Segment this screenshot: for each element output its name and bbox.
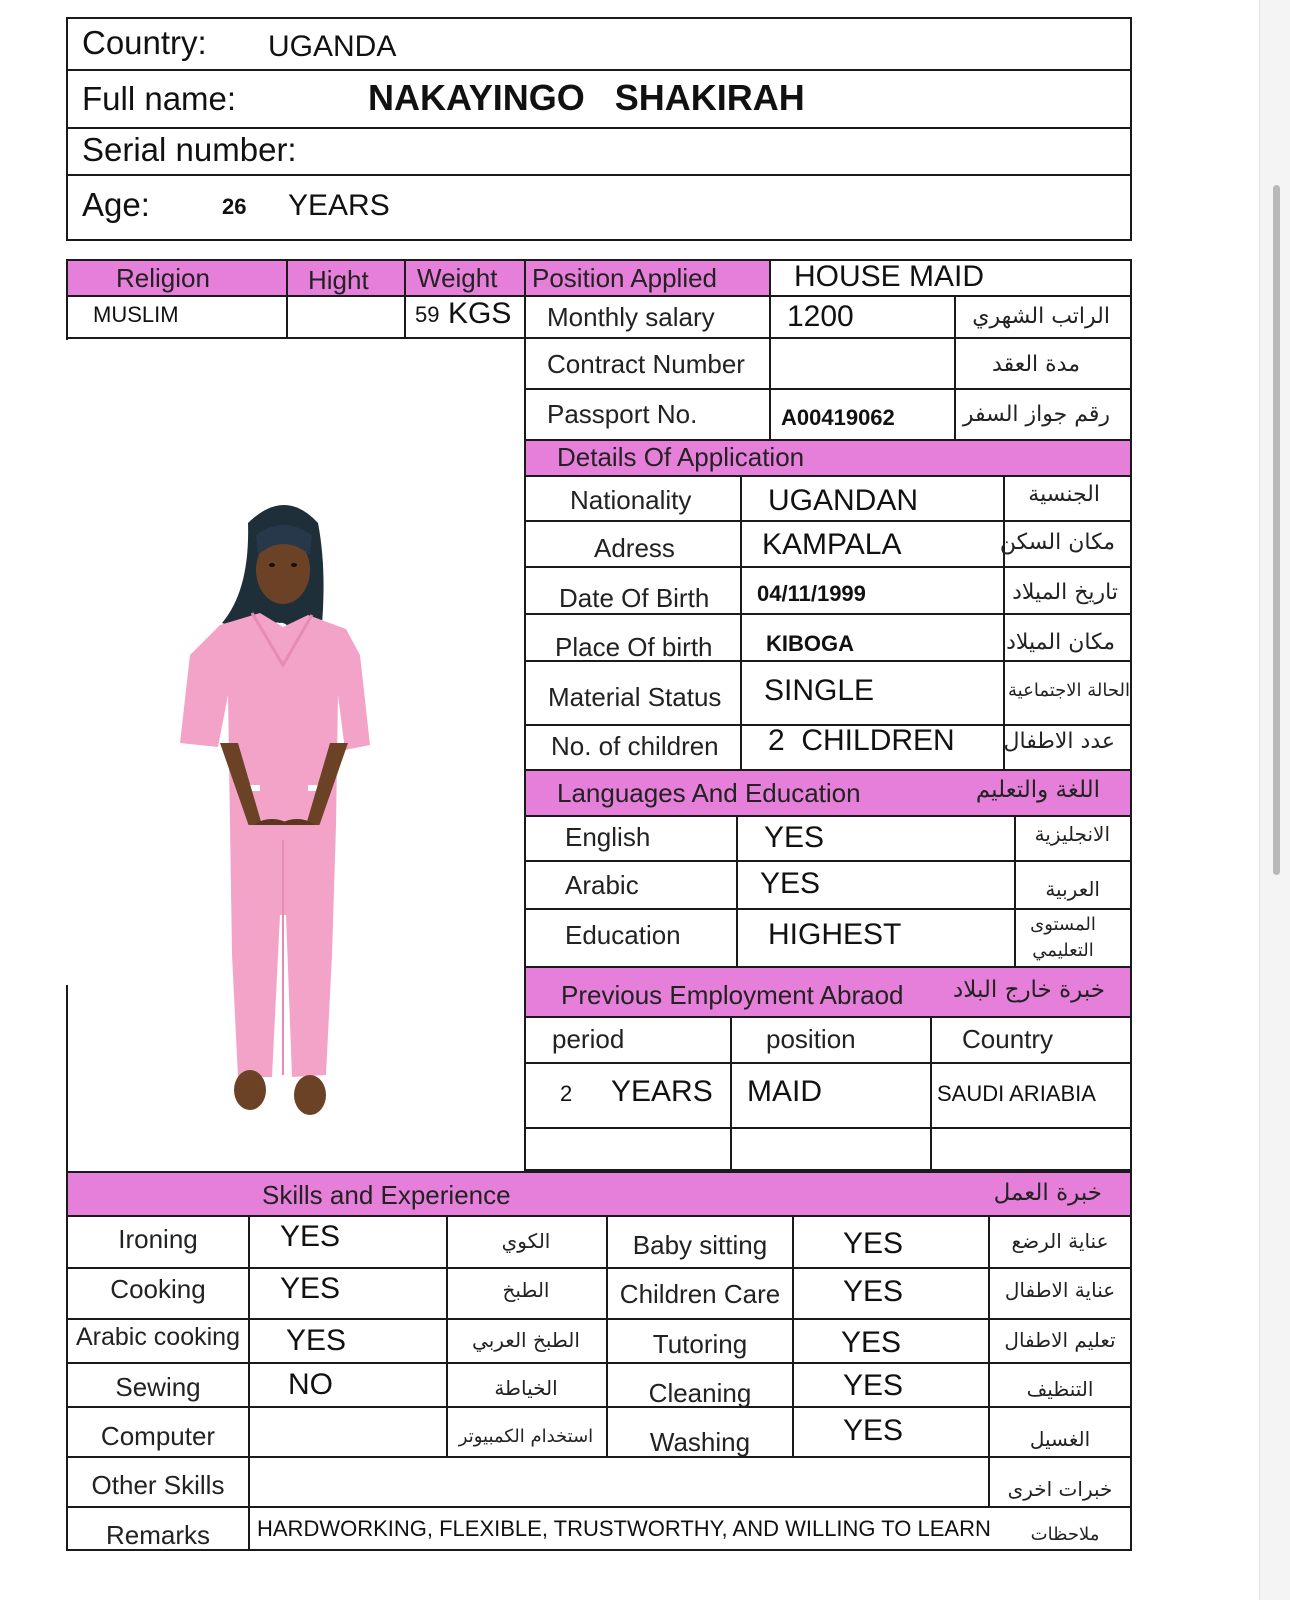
passport-label: Passport No. (547, 399, 698, 429)
details-title: Details Of Application (557, 442, 805, 472)
detail-value-dob: 04/11/1999 (757, 581, 866, 606)
languages-title: Languages And Education (557, 778, 861, 808)
skill-value-tutoring: YES (841, 1326, 902, 1359)
detail-label-pob: Place Of birth (555, 632, 713, 662)
country-value: UGANDA (268, 30, 397, 63)
skill-value-children-care: YES (843, 1275, 904, 1308)
employment-country-value: SAUDI ARIABIA (937, 1081, 1096, 1106)
detail-value-pob: KIBOGA (766, 631, 854, 656)
employment-period-unit: YEARS (611, 1075, 713, 1108)
skill-label-cleaning: Cleaning (648, 1378, 752, 1408)
detail-label-dob: Date Of Birth (559, 583, 710, 613)
skills-title-ar: خبرة العمل (993, 1180, 1102, 1206)
age-value: 26 (222, 194, 247, 219)
religion-label: Religion (116, 263, 210, 293)
employment-col-position: position (766, 1024, 856, 1054)
skill-label-ironing: Ironing (118, 1224, 198, 1254)
skill-label-children-care: Children Care (619, 1279, 781, 1309)
detail-value-status: SINGLE (764, 674, 875, 707)
skill-ar-cleaning: التنظيف (1026, 1377, 1094, 1401)
detail-label-address: Adress (594, 533, 675, 563)
skill-label-baby-sitting: Baby sitting (632, 1230, 768, 1260)
skills-header (66, 1171, 1132, 1217)
passport-ar: رقم جواز السفر (962, 402, 1110, 427)
weight-unit: KGS (448, 297, 512, 330)
weight-label: Weight (417, 263, 498, 293)
lang-label-education: Education (565, 920, 681, 950)
employment-col-country: Country (962, 1024, 1054, 1054)
detail-value-address: KAMPALA (762, 528, 902, 561)
detail-ar-children: عدد الاطفال (1003, 729, 1115, 754)
detail-value-children: 2 CHILDREN (768, 724, 955, 757)
skill-ar-ironing: الكوي (501, 1229, 551, 1253)
skill-ar-baby-sitting: عناية الرضع (1011, 1229, 1109, 1253)
skill-ar-tutoring: تعليم الاطفال (1004, 1328, 1116, 1352)
employment-position-value: MAID (747, 1075, 822, 1108)
fullname-value: NAKAYINGO SHAKIRAH (368, 77, 805, 118)
skill-ar-sewing: الخياطة (494, 1376, 558, 1400)
skill-label-tutoring: Tutoring (652, 1329, 748, 1359)
detail-label-children: No. of children (551, 731, 719, 761)
position-value: HOUSE MAID (794, 260, 985, 293)
passport-value: A00419062 (781, 405, 895, 430)
position-label: Position Applied (532, 263, 718, 293)
lang-ar-english: الانجليزية (1034, 822, 1110, 846)
lang-ar-arabic: العربية (1045, 877, 1100, 901)
skill-value-cleaning: YES (843, 1369, 904, 1402)
detail-ar-nationality: الجنسية (1028, 482, 1100, 507)
religion-value: MUSLIM (93, 302, 179, 327)
skill-ar-washing: الغسيل (1029, 1427, 1091, 1451)
detail-ar-pob: مكان الميلاد (1006, 630, 1115, 655)
remarks-value: HARDWORKING, FLEXIBLE, TRUSTWORTHY, AND WILLING TO LEARN (257, 1516, 991, 1541)
serial-label: Serial number: (82, 131, 297, 168)
skill-value-washing: YES (843, 1414, 904, 1447)
scrollbar-thumb[interactable] (1273, 185, 1280, 875)
employment-col-period: period (552, 1024, 625, 1054)
skill-value-ironing: YES (280, 1220, 341, 1253)
skill-ar-computer: استخدام الكمبيوتر (458, 1426, 594, 1447)
skill-value-arabic-cooking: YES (286, 1324, 347, 1357)
country-label: Country: (82, 24, 207, 61)
detail-label-nationality: Nationality (570, 485, 692, 515)
lang-ar-education: المستوى التعليمي (1030, 914, 1096, 961)
skill-label-cooking: Cooking (110, 1274, 206, 1304)
lang-label-arabic: Arabic (565, 870, 639, 900)
other-skills-label: Other Skills (91, 1470, 225, 1500)
salary-ar: الراتب الشهري (972, 304, 1110, 329)
employment-period-num: 2 (560, 1081, 573, 1106)
skill-value-cooking: YES (280, 1272, 341, 1305)
detail-label-status: Material Status (548, 682, 722, 712)
other-skills-ar: خبرات اخرى (1007, 1477, 1113, 1501)
lang-value-education: HIGHEST (768, 918, 902, 951)
skills-title: Skills and Experience (262, 1180, 511, 1210)
detail-ar-address: مكان السكن (999, 530, 1115, 555)
lang-value-english: YES (764, 821, 825, 854)
remarks-label: Remarks (105, 1520, 210, 1550)
skill-ar-children-care: عناية الاطفال (1004, 1278, 1116, 1302)
salary-label: Monthly salary (547, 302, 715, 332)
applicant-photo (160, 495, 390, 1135)
fullname-label: Full name: (82, 80, 237, 117)
skill-label-computer: Computer (100, 1421, 216, 1451)
skill-value-baby-sitting: YES (843, 1227, 904, 1260)
weight-num: 59 (415, 302, 440, 327)
contract-ar: مدة العقد (992, 352, 1080, 377)
skill-label-washing: Washing (649, 1427, 751, 1457)
detail-ar-dob: تاريخ الميلاد (1012, 580, 1118, 605)
contract-label: Contract Number (547, 349, 745, 379)
detail-value-nationality: UGANDAN (768, 484, 919, 517)
skill-value-sewing: NO (288, 1368, 333, 1401)
height-label: Hight (308, 265, 369, 295)
skill-ar-cooking: الطبخ (502, 1278, 550, 1302)
skill-label-arabic-cooking: Arabic cooking (76, 1323, 240, 1351)
languages-title-ar: اللغة والتعليم (975, 777, 1100, 803)
age-unit: YEARS (288, 189, 390, 222)
age-label: Age: (82, 186, 150, 223)
skill-label-sewing: Sewing (115, 1372, 201, 1402)
detail-ar-status: الحالة الاجتماعية (1008, 680, 1130, 701)
lang-label-english: English (565, 822, 651, 852)
lang-value-arabic: YES (760, 867, 821, 900)
employment-title: Previous Employment Abraod (561, 980, 904, 1010)
skill-ar-arabic-cooking: الطبخ العربي (472, 1328, 580, 1352)
salary-value: 1200 (787, 300, 854, 333)
employment-title-ar: خبرة خارج البلاد (952, 977, 1105, 1003)
remarks-ar: ملاحظات (1030, 1524, 1100, 1545)
